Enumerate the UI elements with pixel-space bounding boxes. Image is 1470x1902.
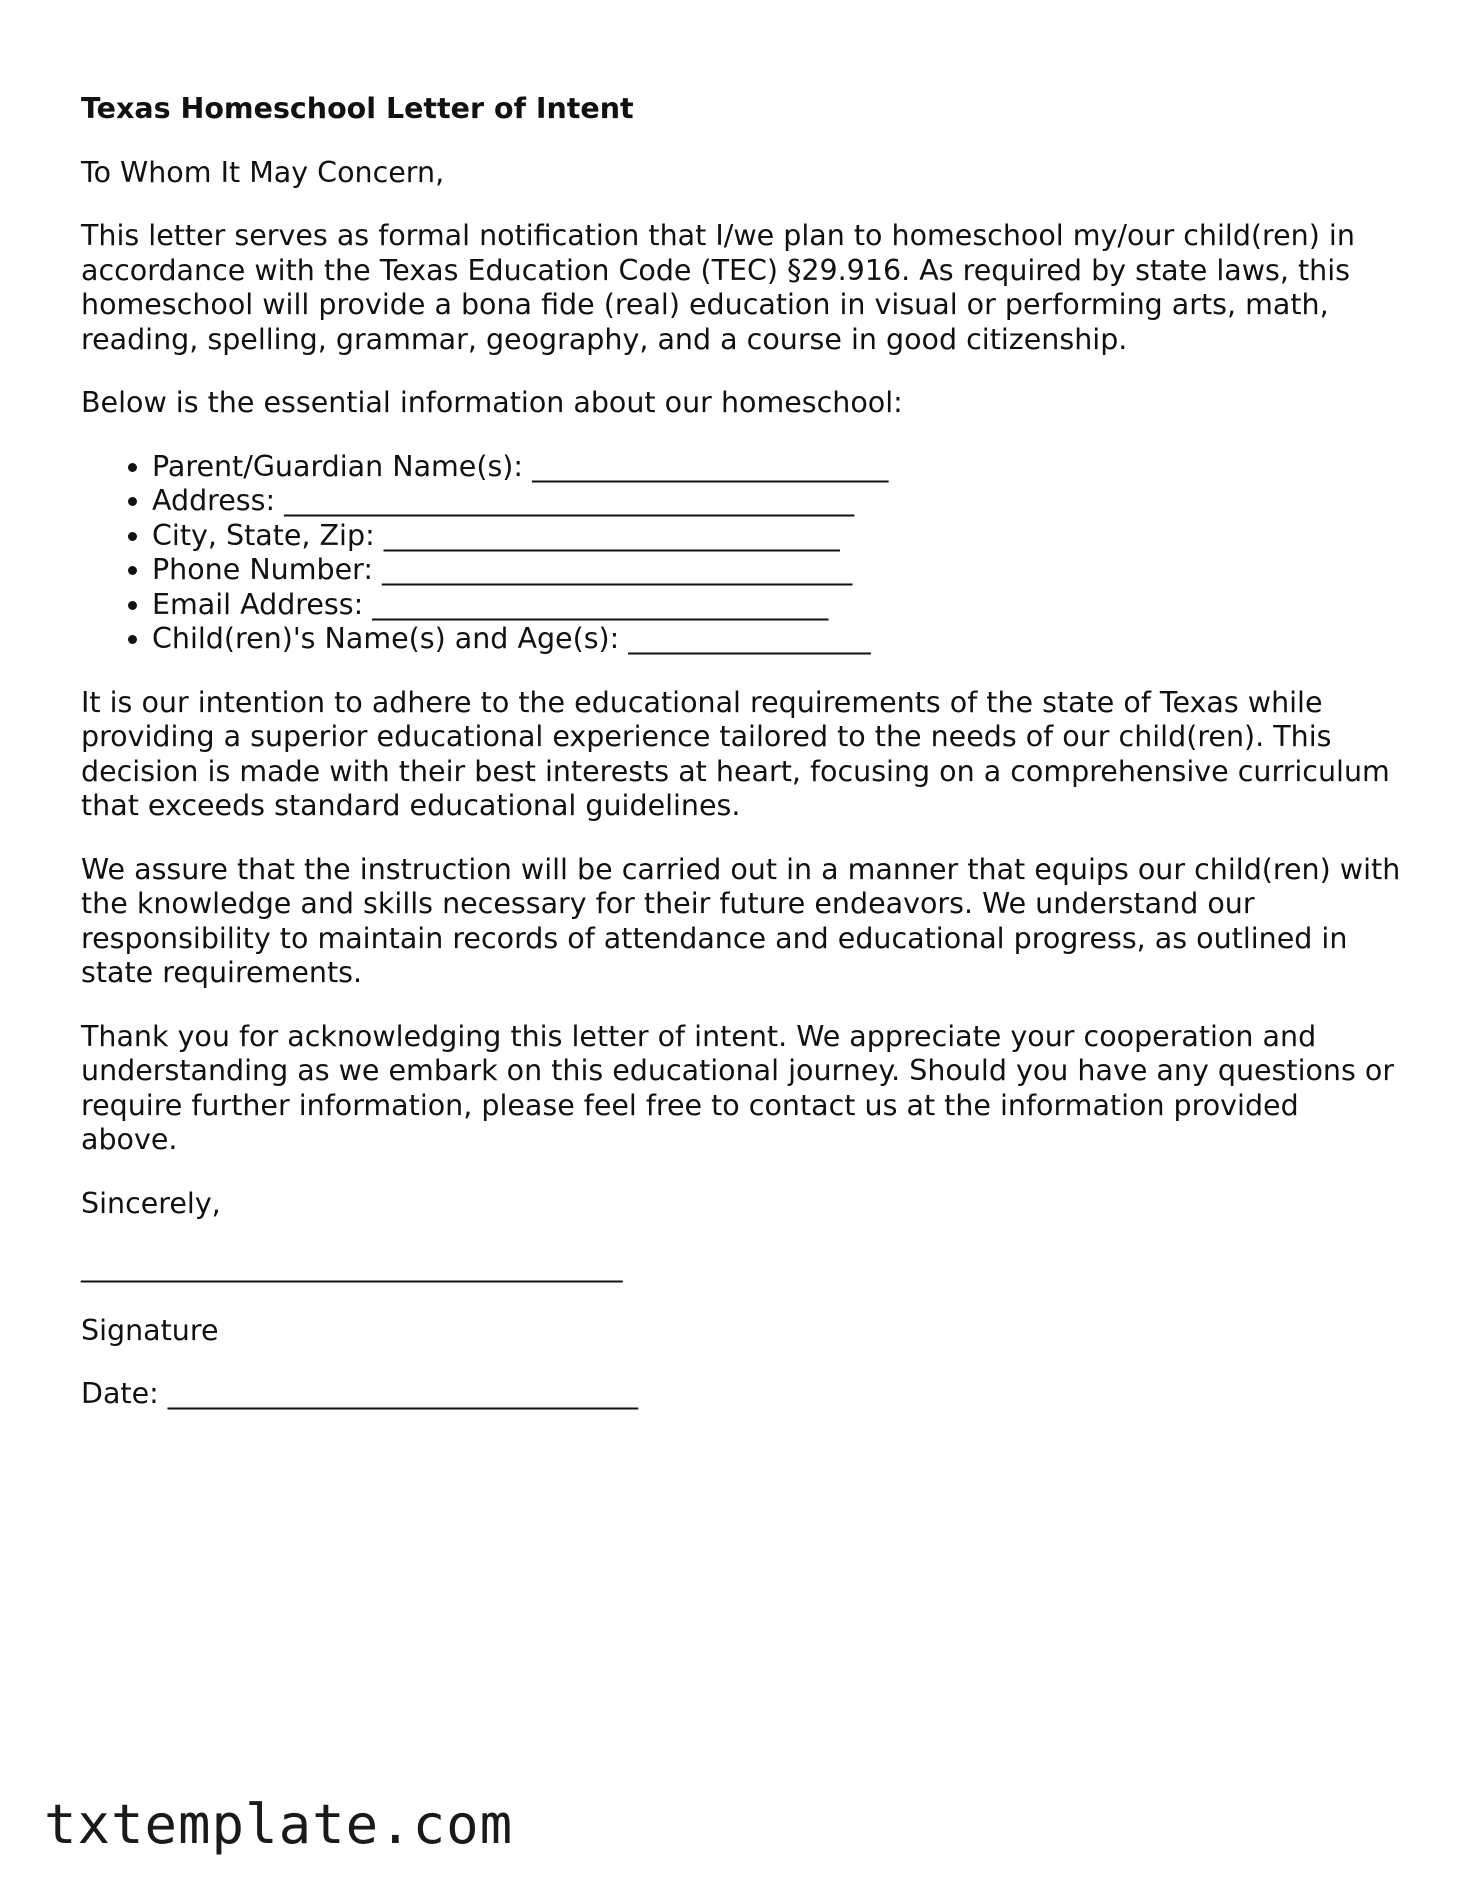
letter-document bbox=[81, 92, 1401, 1441]
field-email bbox=[152, 588, 1401, 623]
notification-paragraph: This letter serves as formal notification that I/we plan to homeschool my/our child(ren) in accordance with the Texas Education Code (TEC) §29.916. As required by state laws, this homeschool will provide a bona fide (real) education in visual or performing arts, math, reading, spelling, grammar, geography, and a course in good citizenship. bbox=[81, 219, 1355, 356]
field-label: Email Address: bbox=[152, 587, 373, 621]
field-blank: _________________ bbox=[628, 622, 871, 655]
field-label: City, State, Zip: bbox=[152, 518, 384, 552]
signature-line: ______________________________________ bbox=[81, 1250, 623, 1283]
field-label: Parent/Guardian Name(s): bbox=[152, 449, 533, 483]
signature-label: Signature bbox=[81, 1313, 219, 1347]
intention-paragraph: It is our intention to adhere to the educational requirements of the state of Texas while providing a superior educational experience tailored to the needs of our child(ren). This decision is made with their best interests at heart, focusing on a comprehensive curriculum that exceeds standard educational guidelines. bbox=[81, 685, 1390, 822]
info-field-list bbox=[81, 450, 1401, 657]
field-blank: _________________________________ bbox=[382, 553, 853, 586]
info-intro: Below is the essential information about our homeschool: bbox=[81, 386, 903, 419]
field-city-state-zip bbox=[152, 519, 1401, 554]
assurance-paragraph: We assure that the instruction will be carried out in a manner that equips our child(ren) with the knowledge and skills necessary for their future endeavors. We understand our responsibility to maintain records of attendance and educational progress, as outlined in state requirements. bbox=[81, 852, 1401, 989]
date-field bbox=[81, 1377, 1401, 1412]
field-parent-name bbox=[152, 450, 1401, 485]
watermark-logo: txtemplate.com bbox=[44, 1793, 514, 1856]
field-children bbox=[152, 622, 1401, 657]
field-blank: ________________________________ bbox=[383, 518, 840, 552]
field-blank: ________________________________________ bbox=[284, 484, 855, 517]
field-blank: _________________________ bbox=[532, 449, 889, 483]
thank-you-paragraph: Thank you for acknowledging this letter of intent. We appreciate your cooperation and understanding as we embark on this educational journey. Should you have any questions or require further information, please feel free to contact us at the information provided above. bbox=[81, 1019, 1395, 1156]
closing: Sincerely, bbox=[81, 1186, 221, 1220]
field-label: Child(ren)'s Name(s) and Age(s): bbox=[152, 622, 629, 655]
document-title: Texas Homeschool Letter of Intent bbox=[81, 92, 634, 125]
field-label: Phone Number: bbox=[152, 553, 382, 586]
field-blank: ________________________________ bbox=[372, 587, 829, 621]
date-label: Date: bbox=[81, 1377, 168, 1410]
field-phone bbox=[152, 553, 1401, 588]
field-address bbox=[152, 484, 1401, 519]
date-blank: _________________________________ bbox=[167, 1377, 639, 1410]
salutation: To Whom It May Concern, bbox=[81, 155, 445, 189]
field-label: Address: bbox=[152, 484, 285, 517]
